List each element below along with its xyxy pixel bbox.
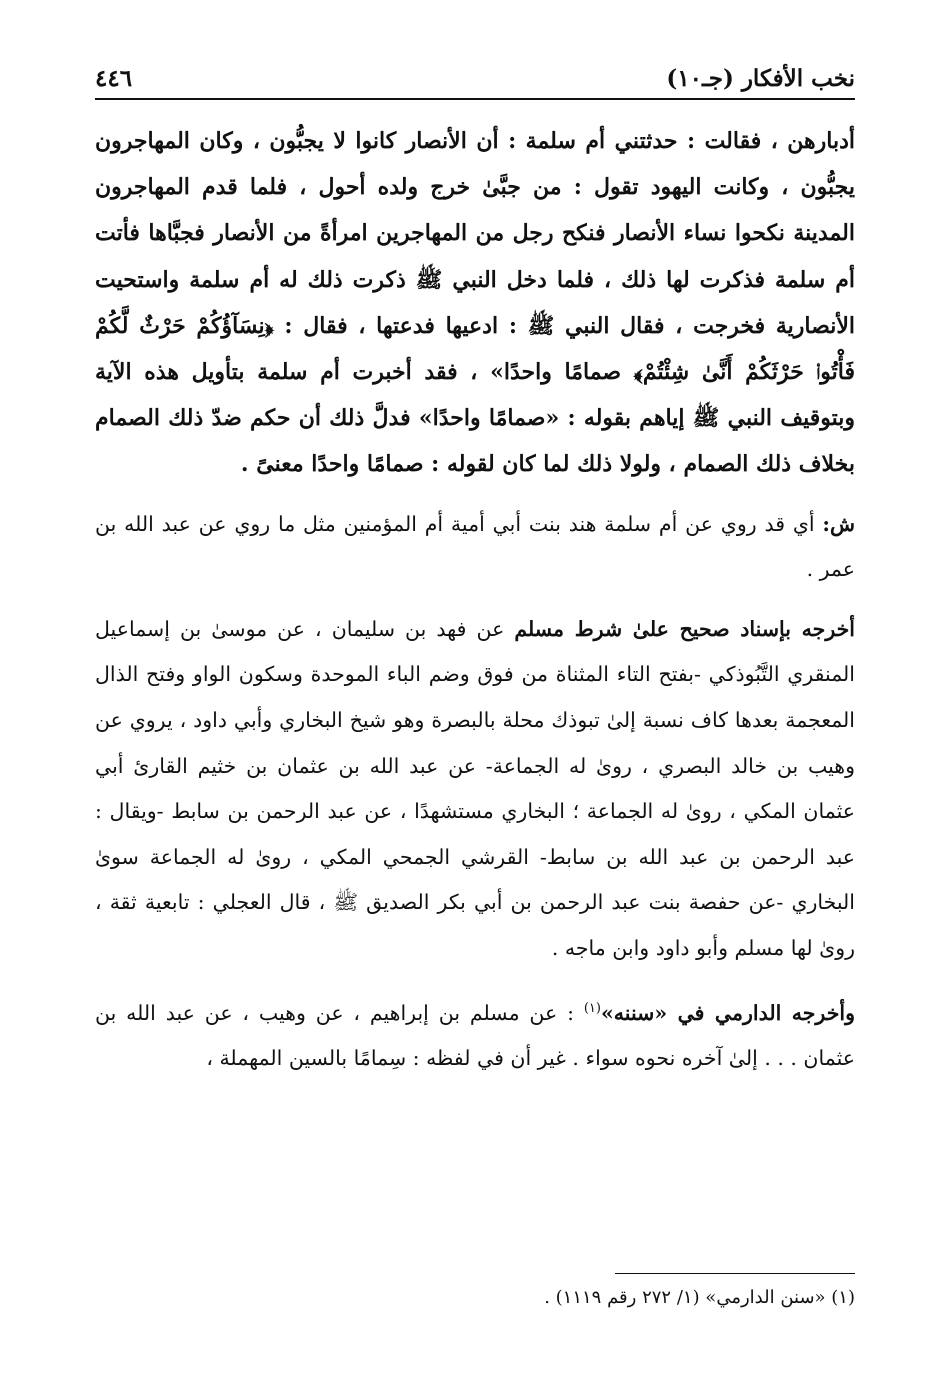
commentary-paragraph-3 bbox=[95, 986, 855, 1082]
commentary-bold-lead: وأخرجه الدارمي في «سننه» bbox=[600, 1000, 855, 1025]
page-number: ٤٤٦ bbox=[95, 65, 133, 92]
commentary-label: ش: bbox=[822, 511, 855, 536]
footnote-divider bbox=[615, 1273, 855, 1274]
page-body bbox=[95, 118, 855, 1096]
footnote: (١) «سنن الدارمي» (١/ ٢٧٢ رقم ١١١٩) . bbox=[544, 1287, 855, 1308]
commentary-text: : عن مسلم بن إبراهيم ، عن وهيب ، عن عبد الله بن عثمان . . . إلىٰ آخره نحوه سواء . غير أن في لفظه : سِمامًا بالسين المهملة ، bbox=[95, 1000, 855, 1070]
commentary-text: أي قد روي عن أم سلمة هند بنت أبي أمية أم المؤمنين مثل ما روي عن عبد الله بن عمر . bbox=[95, 511, 855, 582]
page-header bbox=[95, 52, 855, 100]
commentary-paragraph-2 bbox=[95, 607, 855, 972]
book-title: نخب الأفكار (جـ١٠) bbox=[666, 65, 855, 92]
commentary-paragraph-1 bbox=[95, 502, 855, 593]
footnote-reference[interactable]: (١) bbox=[583, 1000, 601, 1016]
commentary-text: عن فهد بن سليمان ، عن موسىٰ بن إسماعيل المنقري التَّبُوذكي -بفتح التاء المثناة من فوق وضم الباء الموحدة وسكون الواو وفتح الذال المعجمة بعدها كاف نسبة إلىٰ تبوذك محلة بالبصرة وهو شيخ البخاري وأبي داود ، يروي عن وهيب بن خالد البصري ، روىٰ له الجماعة- عن عبد الله بن عثمان بن خثيم القارئ أبي عثمان المكي ، روىٰ له الجماعة ؛ البخاري مستشهدًا ، عن عبد الرحمن بن سابط -ويقال : عبد الرحمن بن عبد الله بن سابط- القرشي الجمحي المكي ، روىٰ له الجماعة سوىٰ البخاري -عن حفصة بنت عبد الرحمن بن أبي بكر الصديق ﷺ ، قال العجلي : تابعية ثقة ، روىٰ لها مسلم وأبو داود وابن ماجه . bbox=[95, 616, 855, 960]
commentary-bold-lead: أخرجه بإسناد صحيح علىٰ شرط مسلم bbox=[514, 616, 855, 641]
matn-paragraph: أدبارهن ، فقالت : حدثتني أم سلمة : أن الأنصار كانوا لا يجبُّون ، وكان المهاجرون يجبُّون ، وكانت اليهود تقول : من جبَّىٰ خرج ولده أحول ، فلما قدم المهاجرون المدينة نكحوا نساء الأنصار فنكح رجل من المهاجرين امرأةً من الأنصار فجبَّاها فأتت أم سلمة فذكرت لها ذلك ، فلما دخل النبي ﷺ ذكرت ذلك له أم سلمة واستحيت الأنصارية فخرجت ، فقال النبي ﷺ : ادعيها فدعتها ، فقال : ﴿نِسَآؤُكُمْ حَرْثٌ لَّكُمْ فَأْتُوا۟ حَرْثَكُمْ أَنَّىٰ شِئْتُمْ﴾ صمامًا واحدًا» ، فقد أخبرت أم سلمة بتأويل هذه الآية وبتوقيف النبي ﷺ إياهم بقوله : «صمامًا واحدًا» فدلَّ ذلك أن حكم ضدّ ذلك الصمام بخلاف ذلك الصمام ، ولولا ذلك لما كان لقوله : صمامًا واحدًا معنىً . bbox=[95, 128, 855, 478]
